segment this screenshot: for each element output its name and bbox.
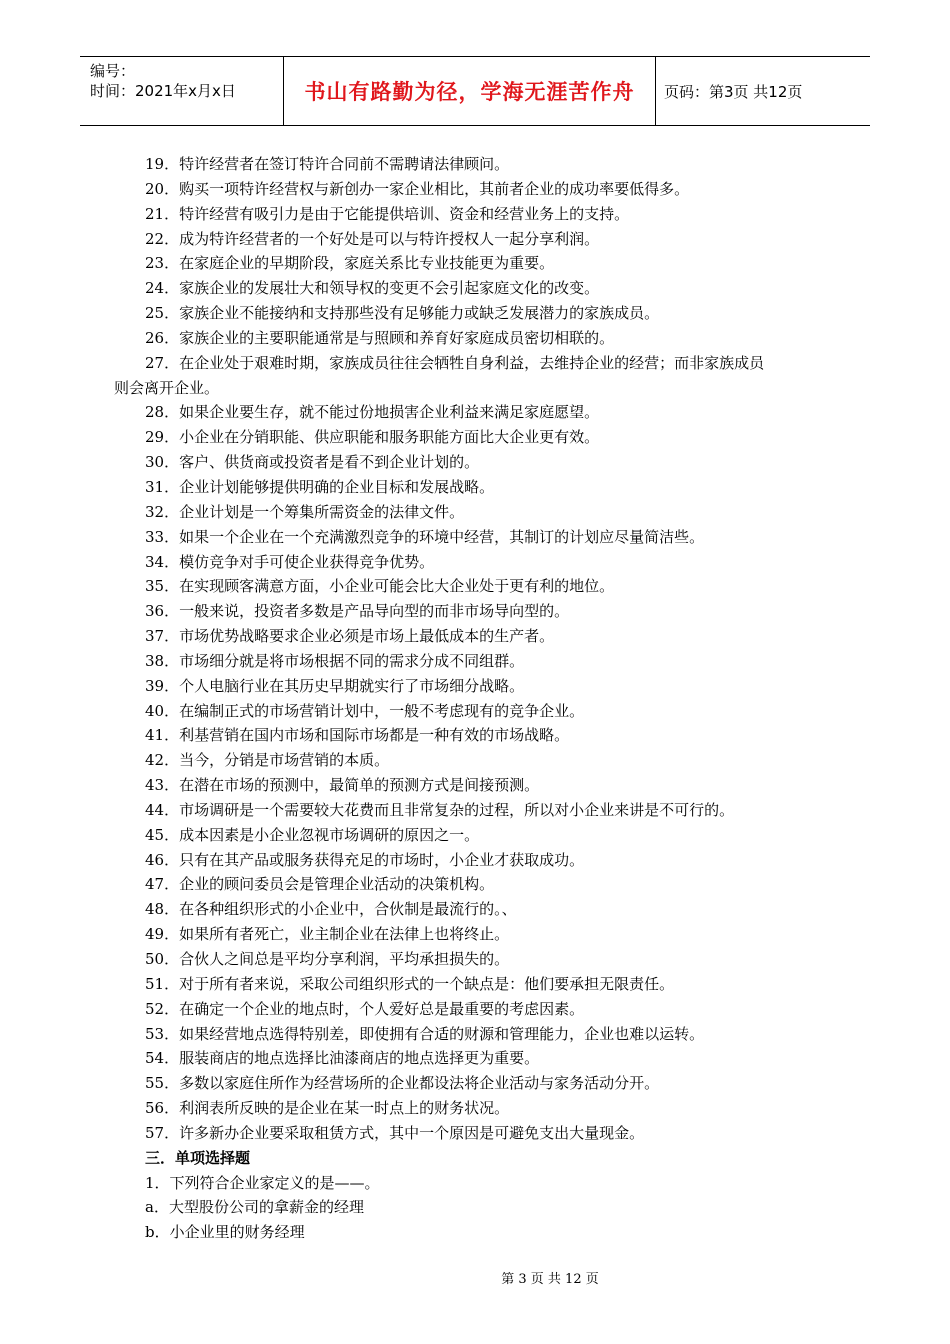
list-item: 30．客户、供货商或投资者是看不到企业计划的。 bbox=[145, 453, 480, 472]
header-meta bbox=[80, 57, 284, 125]
list-item: 22．成为特许经营者的一个好处是可以与特许授权人一起分享利润。 bbox=[145, 229, 600, 248]
list-item: 23．在家庭企业的早期阶段，家庭关系比专业技能更为重要。 bbox=[145, 254, 555, 273]
list-item-continuation: 则会离开企业。 bbox=[114, 378, 220, 397]
list-item: 24．家族企业的发展壮大和领导权的变更不会引起家庭文化的改变。 bbox=[145, 279, 600, 298]
number-label: 编号： bbox=[90, 62, 136, 80]
list-item: 21．特许经营有吸引力是由于它能提供培训、资金和经营业务上的支持。 bbox=[145, 204, 630, 223]
list-item: 43．在潜在市场的预测中，最简单的预测方式是间接预测。 bbox=[145, 776, 540, 795]
header-page-info: 页码：第3页 共12页 bbox=[664, 82, 803, 101]
list-item: 19．特许经营者在签订特许合同前不需聘请法律顾问。 bbox=[145, 155, 510, 173]
list-item: 49．如果所有者死亡，业主制企业在法律上也将终止。 bbox=[145, 925, 510, 944]
page-header bbox=[80, 56, 870, 126]
list-item: 40．在编制正式的市场营销计划中，一般不考虑现有的竞争企业。 bbox=[145, 701, 585, 720]
page-footer: 第 3 页 共 12 页 bbox=[501, 1272, 599, 1287]
list-item: 25．家族企业不能接纳和支持那些没有足够能力或缺乏发展潜力的家族成员。 bbox=[145, 304, 660, 323]
header-motto: 书山有路勤为径，学海无涯苦作舟 bbox=[284, 57, 656, 125]
question: 1．下列符合企业家定义的是——。 bbox=[145, 1173, 380, 1192]
option-b: b．小企业里的财务经理 bbox=[145, 1223, 305, 1242]
list-item: 32．企业计划是一个筹集所需资金的法律文件。 bbox=[145, 502, 465, 521]
list-item: 34．模仿竞争对手可使企业获得竞争优势。 bbox=[145, 552, 435, 571]
list-item: 31．企业计划能够提供明确的企业目标和发展战略。 bbox=[145, 477, 495, 496]
list-item: 42．当今，分销是市场营销的本质。 bbox=[145, 751, 390, 770]
section-title: 三．单项选择题 bbox=[145, 1148, 251, 1167]
list-item: 33．如果一个企业在一个充满激烈竞争的环境中经营，其制订的计划应尽量简洁些。 bbox=[145, 527, 705, 546]
list-item: 41．利基营销在国内市场和国际市场都是一种有效的市场战略。 bbox=[145, 726, 570, 745]
list-item: 46．只有在其产品或服务获得充足的市场时，小企业才获取成功。 bbox=[145, 850, 585, 869]
list-item: 52．在确定一个企业的地点时，个人爱好总是最重要的考虑因素。 bbox=[145, 999, 585, 1018]
list-item: 27．在企业处于艰难时期，家族成员往往会牺牲自身利益，去维持企业的经营；而非家族成员 bbox=[145, 353, 765, 372]
list-item: 56．利润表所反映的是企业在某一时点上的财务状况。 bbox=[145, 1099, 510, 1118]
list-item: 47．企业的顾问委员会是管理企业活动的决策机构。 bbox=[145, 875, 495, 894]
list-item: 45．成本因素是小企业忽视市场调研的原因之一。 bbox=[145, 825, 480, 844]
time-label: 时间：2021年x月x日 bbox=[90, 82, 236, 100]
list-item: 20．购买一项特许经营权与新创办一家企业相比，其前者企业的成功率要低得多。 bbox=[145, 179, 690, 198]
list-item: 55．多数以家庭住所作为经营场所的企业都设法将企业活动与家务活动分开。 bbox=[145, 1074, 660, 1093]
document-body bbox=[114, 152, 844, 1245]
list-item: 36．一般来说，投资者多数是产品导向型的而非市场导向型的。 bbox=[145, 602, 570, 621]
list-item: 48．在各种组织形式的小企业中，合伙制是最流行的。、 bbox=[145, 900, 517, 919]
list-item: 51．对于所有者来说，采取公司组织形式的一个缺点是：他们要承担无限责任。 bbox=[145, 974, 675, 993]
list-item: 44．市场调研是一个需要较大花费而且非常复杂的过程，所以对小企业来讲是不可行的。 bbox=[145, 800, 735, 819]
list-item: 54．服装商店的地点选择比油漆商店的地点选择更为重要。 bbox=[145, 1049, 540, 1068]
list-item: 57．许多新办企业要采取租赁方式，其中一个原因是可避免支出大量现金。 bbox=[145, 1123, 645, 1142]
option-a: a．大型股份公司的拿薪金的经理 bbox=[145, 1198, 364, 1217]
list-item: 35．在实现顾客满意方面，小企业可能会比大企业处于更有利的地位。 bbox=[145, 577, 615, 596]
list-item: 26．家族企业的主要职能通常是与照顾和养育好家庭成员密切相联的。 bbox=[145, 328, 615, 347]
list-item: 39．个人电脑行业在其历史早期就实行了市场细分战略。 bbox=[145, 676, 525, 695]
list-item: 53．如果经营地点选得特别差，即使拥有合适的财源和管理能力，企业也难以运转。 bbox=[145, 1024, 705, 1043]
list-item: 29．小企业在分销职能、供应职能和服务职能方面比大企业更有效。 bbox=[145, 428, 600, 447]
list-item: 50．合伙人之间总是平均分享利润，平均承担损失的。 bbox=[145, 950, 510, 968]
list-item: 38．市场细分就是将市场根据不同的需求分成不同组群。 bbox=[145, 651, 525, 670]
list-item: 28．如果企业要生存，就不能过份地损害企业利益来满足家庭愿望。 bbox=[145, 403, 600, 422]
list-item: 37．市场优势战略要求企业必须是市场上最低成本的生产者。 bbox=[145, 627, 555, 646]
